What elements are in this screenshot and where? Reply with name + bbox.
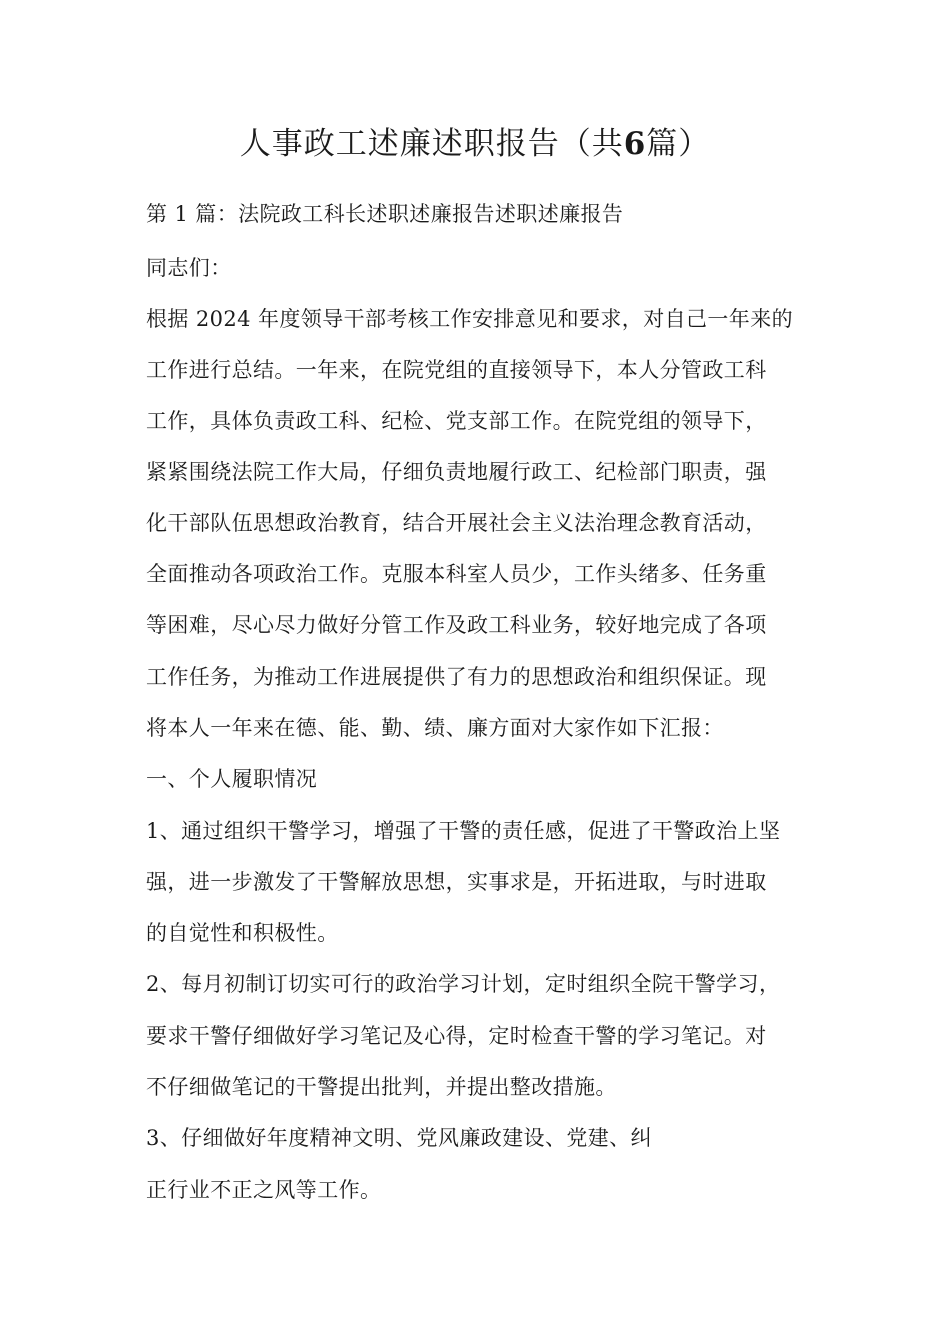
salutation: 同志们： bbox=[146, 256, 232, 280]
list-item-line: 正行业不正之风等工作。 bbox=[146, 1178, 382, 1202]
list-item-line: 强，进一步激发了干警解放思想，实事求是，开拓进取，与时进取 bbox=[146, 870, 767, 894]
title-number: 6 bbox=[623, 126, 647, 162]
body-line: 将本人一年来在德、能、勤、绩、廉方面对大家作如下汇报： bbox=[146, 716, 724, 740]
chapter-heading: 第 1 篇：法院政工科长述职述廉报告述职述廉报告 bbox=[146, 202, 624, 226]
list-item-line: 不仔细做笔记的干警提出批判，并提出整改措施。 bbox=[146, 1075, 617, 1099]
body-line: 根据 2024 年度领导干部考核工作安排意见和要求，对自己一年来的 bbox=[146, 307, 793, 331]
document-title bbox=[0, 120, 950, 168]
title-suffix: 篇） bbox=[646, 126, 711, 162]
body-line: 全面推动各项政治工作。克服本科室人员少，工作头绪多、任务重 bbox=[146, 562, 767, 586]
body-line: 紧紧围绕法院工作大局，仔细负责地履行政工、纪检部门职责，强 bbox=[146, 460, 767, 484]
list-item-line: 的自觉性和积极性。 bbox=[146, 921, 339, 945]
body-line: 等困难，尽心尽力做好分管工作及政工科业务，较好地完成了各项 bbox=[146, 613, 767, 637]
body-line: 化干部队伍思想政治教育，结合开展社会主义法治理念教育活动， bbox=[146, 511, 767, 535]
body-line: 工作任务，为推动工作进展提供了有力的思想政治和组织保证。现 bbox=[146, 665, 767, 689]
title-prefix: 人事政工述廉述职报告（共 bbox=[239, 126, 624, 162]
list-item-line: 要求干警仔细做好学习笔记及心得，定时检查干警的学习笔记。对 bbox=[146, 1024, 767, 1048]
body-line: 工作进行总结。一年来，在院党组的直接领导下，本人分管政工科 bbox=[146, 358, 767, 382]
body-line: 工作，具体负责政工科、纪检、党支部工作。在院党组的领导下， bbox=[146, 409, 767, 433]
list-item-line: 2、每月初制订切实可行的政治学习计划，定时组织全院干警学习， bbox=[146, 972, 781, 996]
section-heading: 一、个人履职情况 bbox=[146, 767, 318, 791]
list-item-line: 3、仔细做好年度精神文明、党风廉政建设、党建、纠 bbox=[146, 1126, 652, 1150]
list-item-line: 1、通过组织干警学习，增强了干警的责任感，促进了干警政治上坚 bbox=[146, 819, 781, 843]
